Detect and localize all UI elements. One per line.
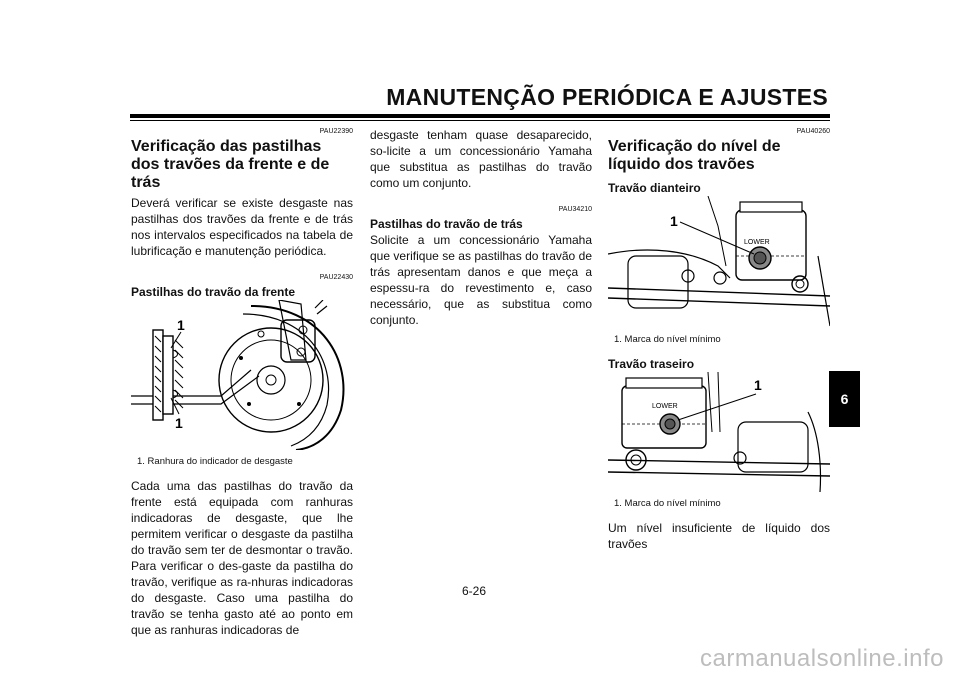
front-brake-reservoir-illustration [608,196,830,328]
watermark: carmanualsonline.info [700,645,944,672]
subsection-heading: Pastilhas do travão de trás [370,217,523,231]
ref-code: PAU22430 [319,274,353,281]
page-header-title: MANUTENÇÃO PERIÓDICA E AJUSTES [386,84,828,110]
figure-caption: 1. Ranhura do indicador de desgaste [137,456,293,467]
subsection-heading: Pastilhas do travão da frente [131,285,296,299]
section-heading: Verificação do nível de líquido dos travões [608,138,781,173]
figure-callout-top: 1 [177,317,185,333]
header-rule-thick [130,114,830,118]
paragraph: desgaste tenham quase desaparecido, so-licite a um concessionário Yamaha que substitua as pastilhas do travão como um conjunto. [370,128,592,190]
column-1 [131,127,353,638]
front-brake-pad-illustration [131,300,353,450]
column-2 [370,127,592,328]
paragraph: Deverá verificar se existe desgaste nas pastilhas dos travões da frente e de trás nos intervalos especificados na tabela de lubrificação e manutenção periódica. [131,196,353,258]
ref-code: PAU22390 [319,128,353,135]
chapter-tab: 6 [829,371,860,427]
ref-code: PAU34210 [558,206,592,213]
figure-callout: 1 [754,377,762,393]
paragraph: Solicite a um concessionário Yamaha que verifique se as pastilhas do travão de trás apresentam danos e que meça a espessu-ra do revestimento e, caso necessário, que as substitua como conjunto. [370,233,592,327]
ref-code: PAU40260 [796,128,830,135]
figure-callout-bottom: 1 [175,415,183,431]
section-heading: Verificação das pastilhas dos travões da frente e de trás [131,138,330,191]
column-3 [608,127,830,552]
subsection-heading: Travão dianteiro [608,181,701,195]
paragraph: Um nível insuficiente de líquido dos travões [608,521,830,551]
header-rule-thin [130,120,830,121]
paragraph: Cada uma das pastilhas do travão da frente está equipada com ranhuras indicadoras de desgaste, que lhe permitem verificar o desgaste da pastilha do travão sem ter de desmontar o travão. Para verificar o des-gaste da pastilha do travão, verifique as ra-nhuras indicadoras do desgaste. Caso uma pastilha do travão se tenha gasto até ao ponto em que as ranhuras indicadoras de [131,479,353,637]
subsection-heading: Travão traseiro [608,357,695,371]
lower-mark-label: LOWER [744,239,770,246]
lower-mark-label: LOWER [652,403,678,410]
figure-callout: 1 [670,213,678,229]
rear-brake-reservoir-illustration [608,372,830,492]
page-number: 6-26 [462,584,487,598]
figure-caption: 1. Marca do nível mínimo [614,334,721,345]
figure-caption: 1. Marca do nível mínimo [614,498,721,509]
